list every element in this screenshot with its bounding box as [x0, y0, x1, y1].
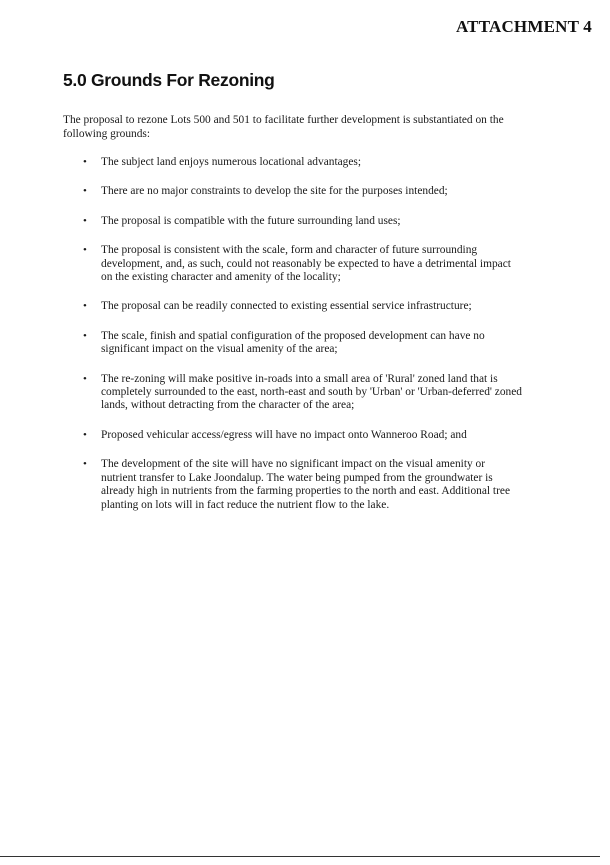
bullet-icon: • — [83, 244, 87, 257]
list-item — [0, 156, 522, 169]
list-item-text: The proposal is consistent with the scale, form and character of future surrounding development, and, as such, could not reasonably be expected to have a detrimental impact on the existing character and amenity of the locality; — [101, 244, 511, 284]
bullet-icon: • — [83, 428, 87, 441]
bullet-icon: • — [83, 156, 87, 168]
list-item-text: The proposal is compatible with the future surrounding land uses; — [101, 214, 401, 227]
bullet-icon: • — [83, 185, 87, 198]
list-item — [0, 185, 522, 198]
list-item-text: The re-zoning will make positive in-roads into a small area of 'Rural' zoned land that is completely surrounded to the east, north-east and south by 'Urban' or 'Urban-deferred' zoned lands, without detracting from the character of the area; — [101, 372, 522, 412]
attachment-label: ATTACHMENT 4 — [455, 17, 592, 36]
list-item — [0, 244, 522, 284]
grounds-list — [0, 156, 610, 528]
footer-rule — [0, 856, 600, 857]
list-item-text: The subject land enjoys numerous locational advantages; — [101, 156, 362, 168]
list-item-text: There are no major constraints to develop the site for the purposes intended; — [101, 185, 448, 198]
bullet-icon: • — [83, 214, 87, 227]
list-item-text: The development of the site will have no significant impact on the visual amenity or nutrient transfer to Lake Joondalup. The water being pumped from the groundwater is already high in nutrients from the farming properties to the north and east. Additional tree planting on lots will in fact reduce the nutrient flow to the lake. — [101, 458, 510, 511]
list-item — [0, 429, 522, 442]
list-item-text: Proposed vehicular access/egress will have no impact onto Wanneroo Road; and — [101, 428, 467, 441]
list-item — [0, 330, 522, 357]
list-item — [0, 458, 522, 512]
list-item-text: The proposal can be readily connected to existing essential service infrastructure; — [101, 300, 472, 313]
bullet-icon: • — [83, 329, 87, 342]
list-item — [0, 215, 522, 228]
intro-paragraph: The proposal to rezone Lots 500 and 501 to facilitate further development is substantiated on the following grounds: — [63, 114, 504, 140]
section-heading: 5.0 Grounds For Rezoning — [63, 70, 275, 90]
list-item-text: The scale, finish and spatial configuration of the proposed development can have no significant impact on the visual amenity of the area; — [101, 329, 485, 356]
bullet-icon: • — [83, 300, 87, 313]
bullet-icon: • — [83, 458, 87, 471]
list-item — [0, 300, 522, 313]
list-item — [0, 373, 522, 413]
bullet-icon: • — [83, 372, 87, 385]
